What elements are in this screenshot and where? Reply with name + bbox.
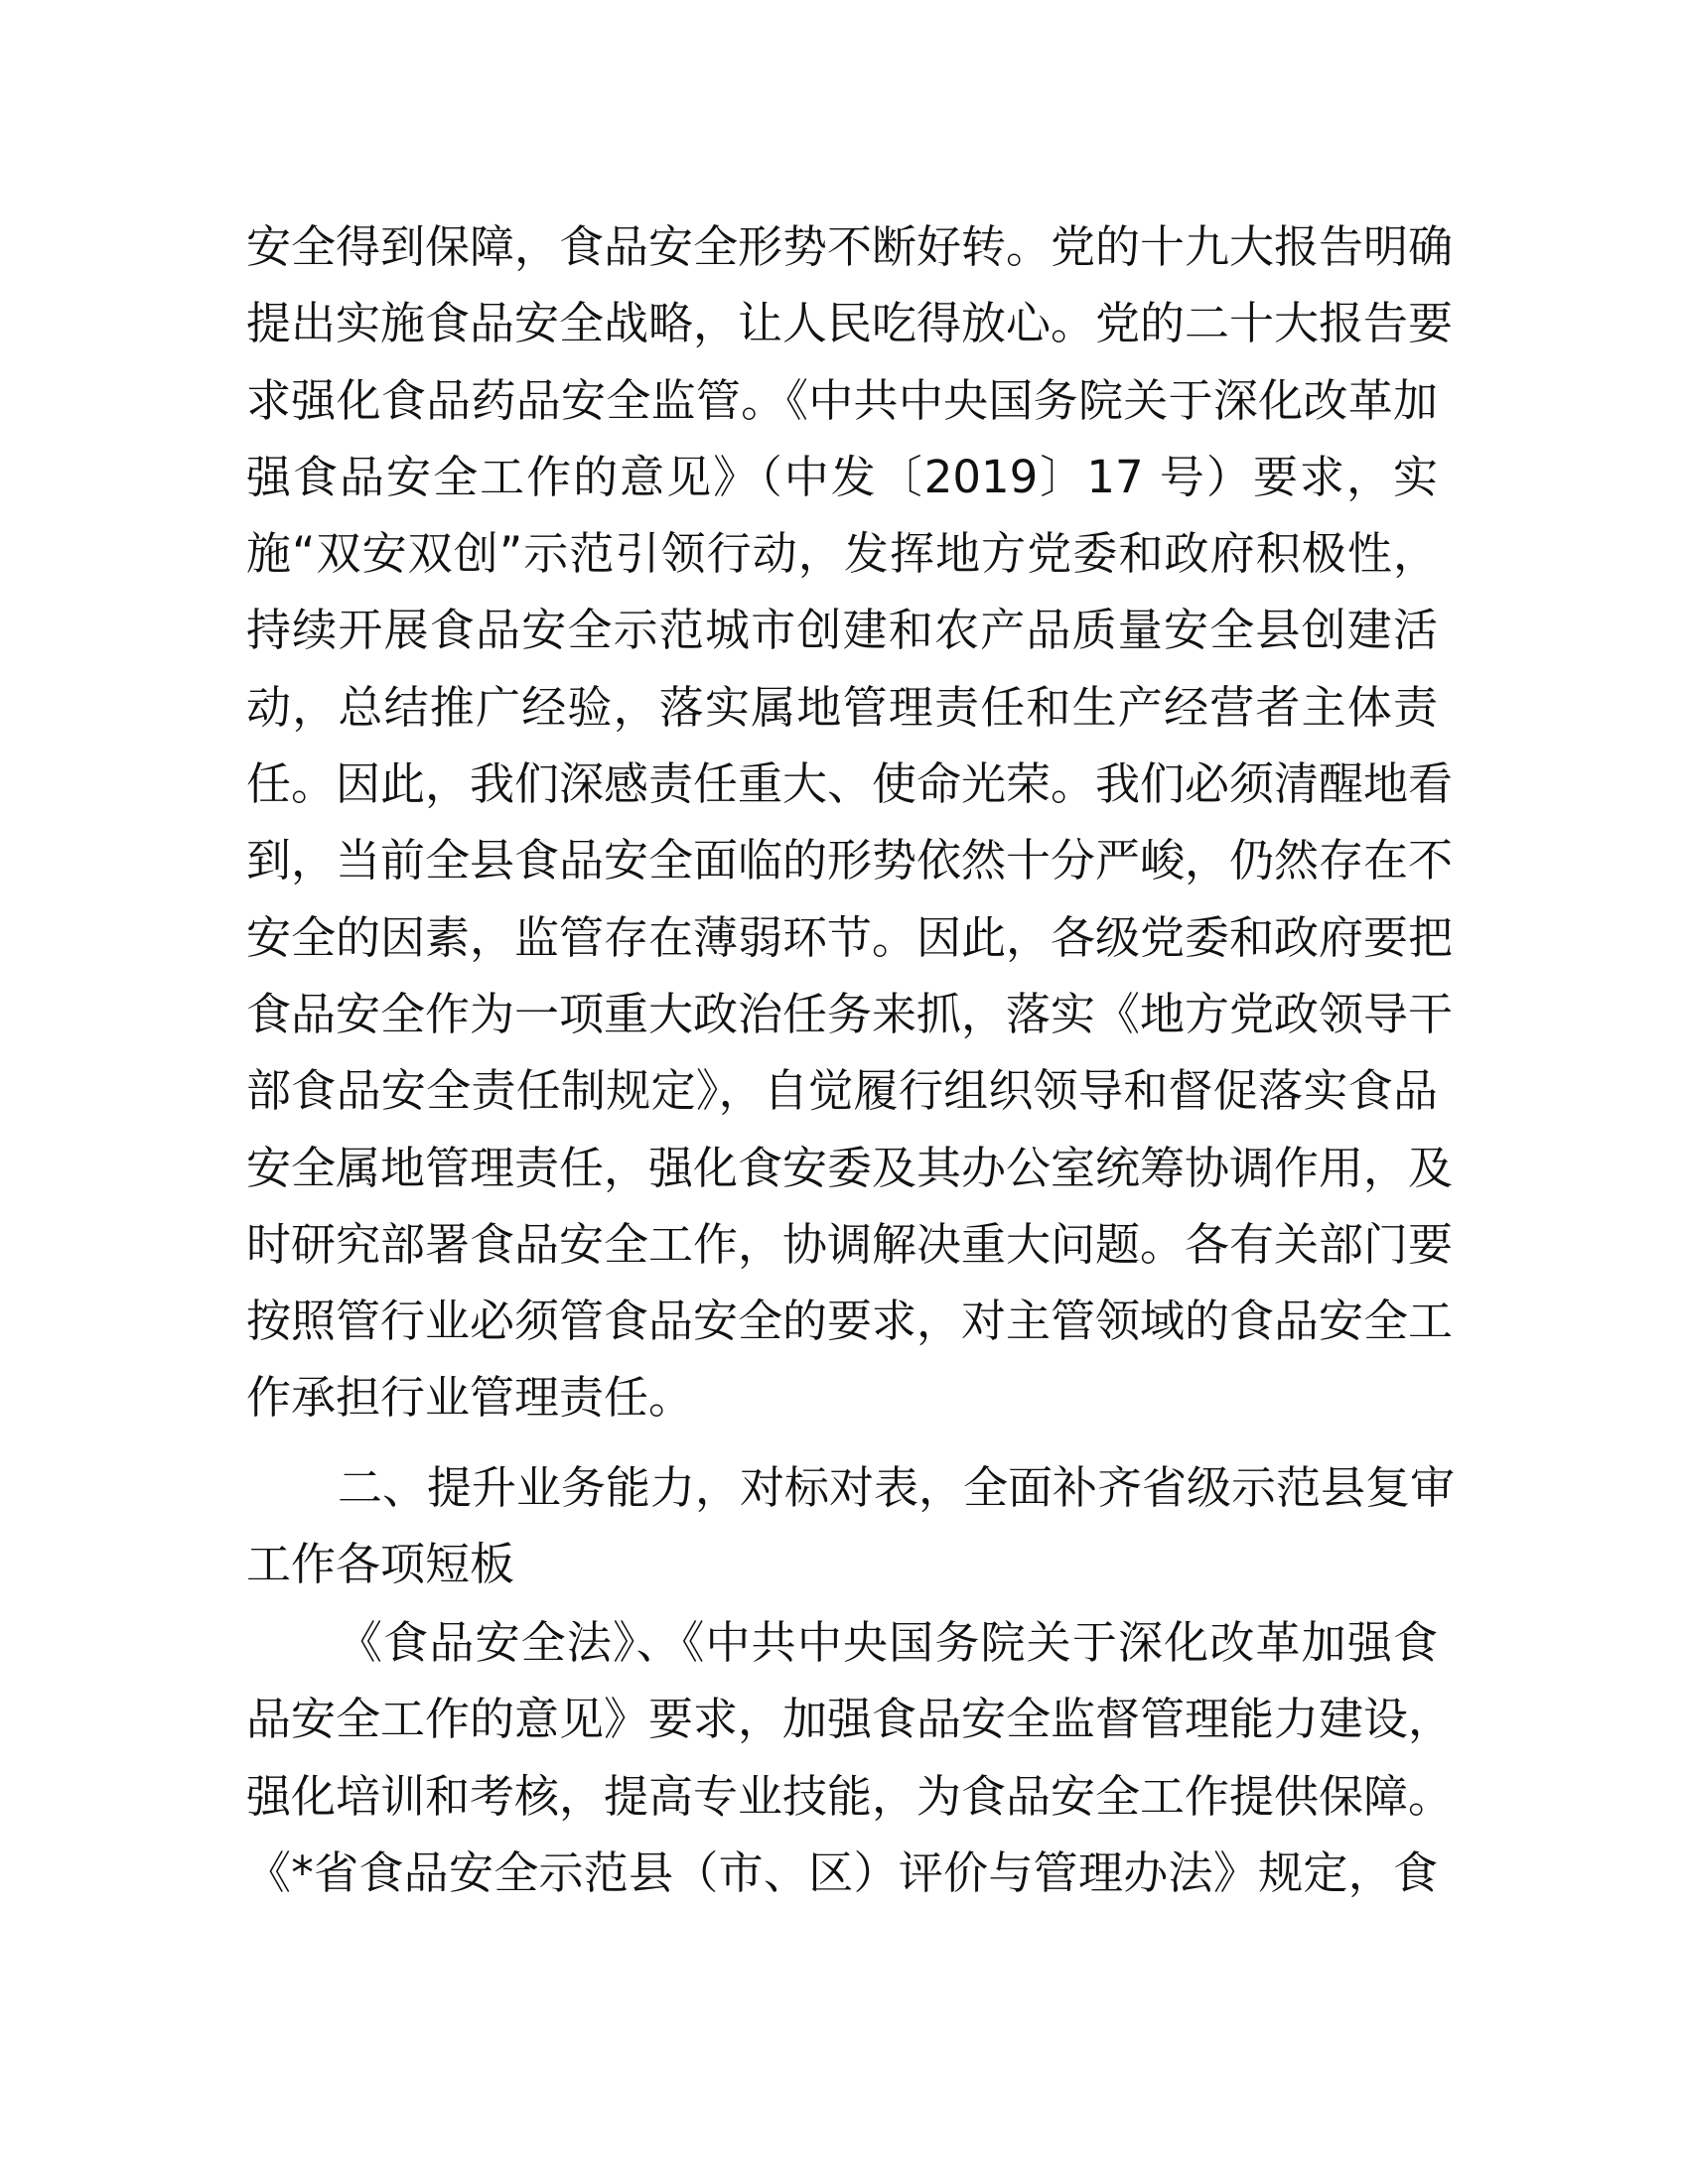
paragraph-line: 到，当前全县食品安全面临的形势依然十分严峻，仍然存在不 (246, 834, 1454, 887)
paragraph-line: 持续开展食品安全示范城市创建和农产品质量安全县创建活 (246, 604, 1438, 657)
paragraph-line: 作承担行业管理责任。 (246, 1371, 694, 1425)
paragraph-line: 施“双安双创”示范引领行动，发挥地方党委和政府积极性， (246, 527, 1438, 581)
paragraph-line: 强化培训和考核，提高专业技能，为食品安全工作提供保障。 (246, 1769, 1454, 1823)
body-paragraph (246, 208, 1454, 1436)
paragraph-line: 动，总结推广经验，落实属地管理责任和生产经营者主体责 (246, 680, 1438, 734)
paragraph-line: 安全的因素，监管存在薄弱环节。因此，各级党委和政府要把 (246, 910, 1454, 964)
body-paragraph (246, 1604, 1454, 1911)
heading-line: 工作各项短板 (246, 1538, 515, 1591)
paragraph-line: 求强化食品药品安全监管。《中共中央国务院关于深化改革加 (246, 373, 1438, 427)
paragraph-line: 按照管行业必须管食品安全的要求，对主管领域的食品安全工 (246, 1295, 1454, 1348)
section-heading (246, 1449, 1456, 1603)
paragraph-line: 任。因此，我们深感责任重大、使命光荣。我们必须清醒地看 (246, 757, 1454, 811)
paragraph-line: 安全得到保障，食品安全形势不断好转。党的十九大报告明确 (246, 220, 1454, 273)
paragraph-line: 品安全工作的意见》要求，加强食品安全监督管理能力建设， (246, 1693, 1454, 1746)
paragraph-line: 《*省食品安全示范县（市、区）评价与管理办法》规定，食 (246, 1845, 1438, 1899)
paragraph-line: 强食品安全工作的意见》（中发〔2019〕17 号）要求，实 (246, 450, 1438, 503)
heading-line: 二、提升业务能力，对标对表，全面补齐省级示范县复审 (338, 1461, 1456, 1514)
paragraph-line: 《食品安全法》、《中共中央国务院关于深化改革加强食 (338, 1616, 1438, 1669)
paragraph-line: 安全属地管理责任，强化食安委及其办公室统筹协调作用，及 (246, 1141, 1454, 1194)
paragraph-line: 部食品安全责任制规定》，自觉履行组织领导和督促落实食品 (246, 1064, 1438, 1118)
paragraph-line: 时研究部署食品安全工作，协调解决重大问题。各有关部门要 (246, 1217, 1454, 1271)
paragraph-line: 提出实施食品安全战略，让人民吃得放心。党的二十大报告要 (246, 297, 1454, 350)
paragraph-line: 食品安全作为一项重大政治任务来抓，落实《地方党政领导干 (246, 987, 1454, 1040)
